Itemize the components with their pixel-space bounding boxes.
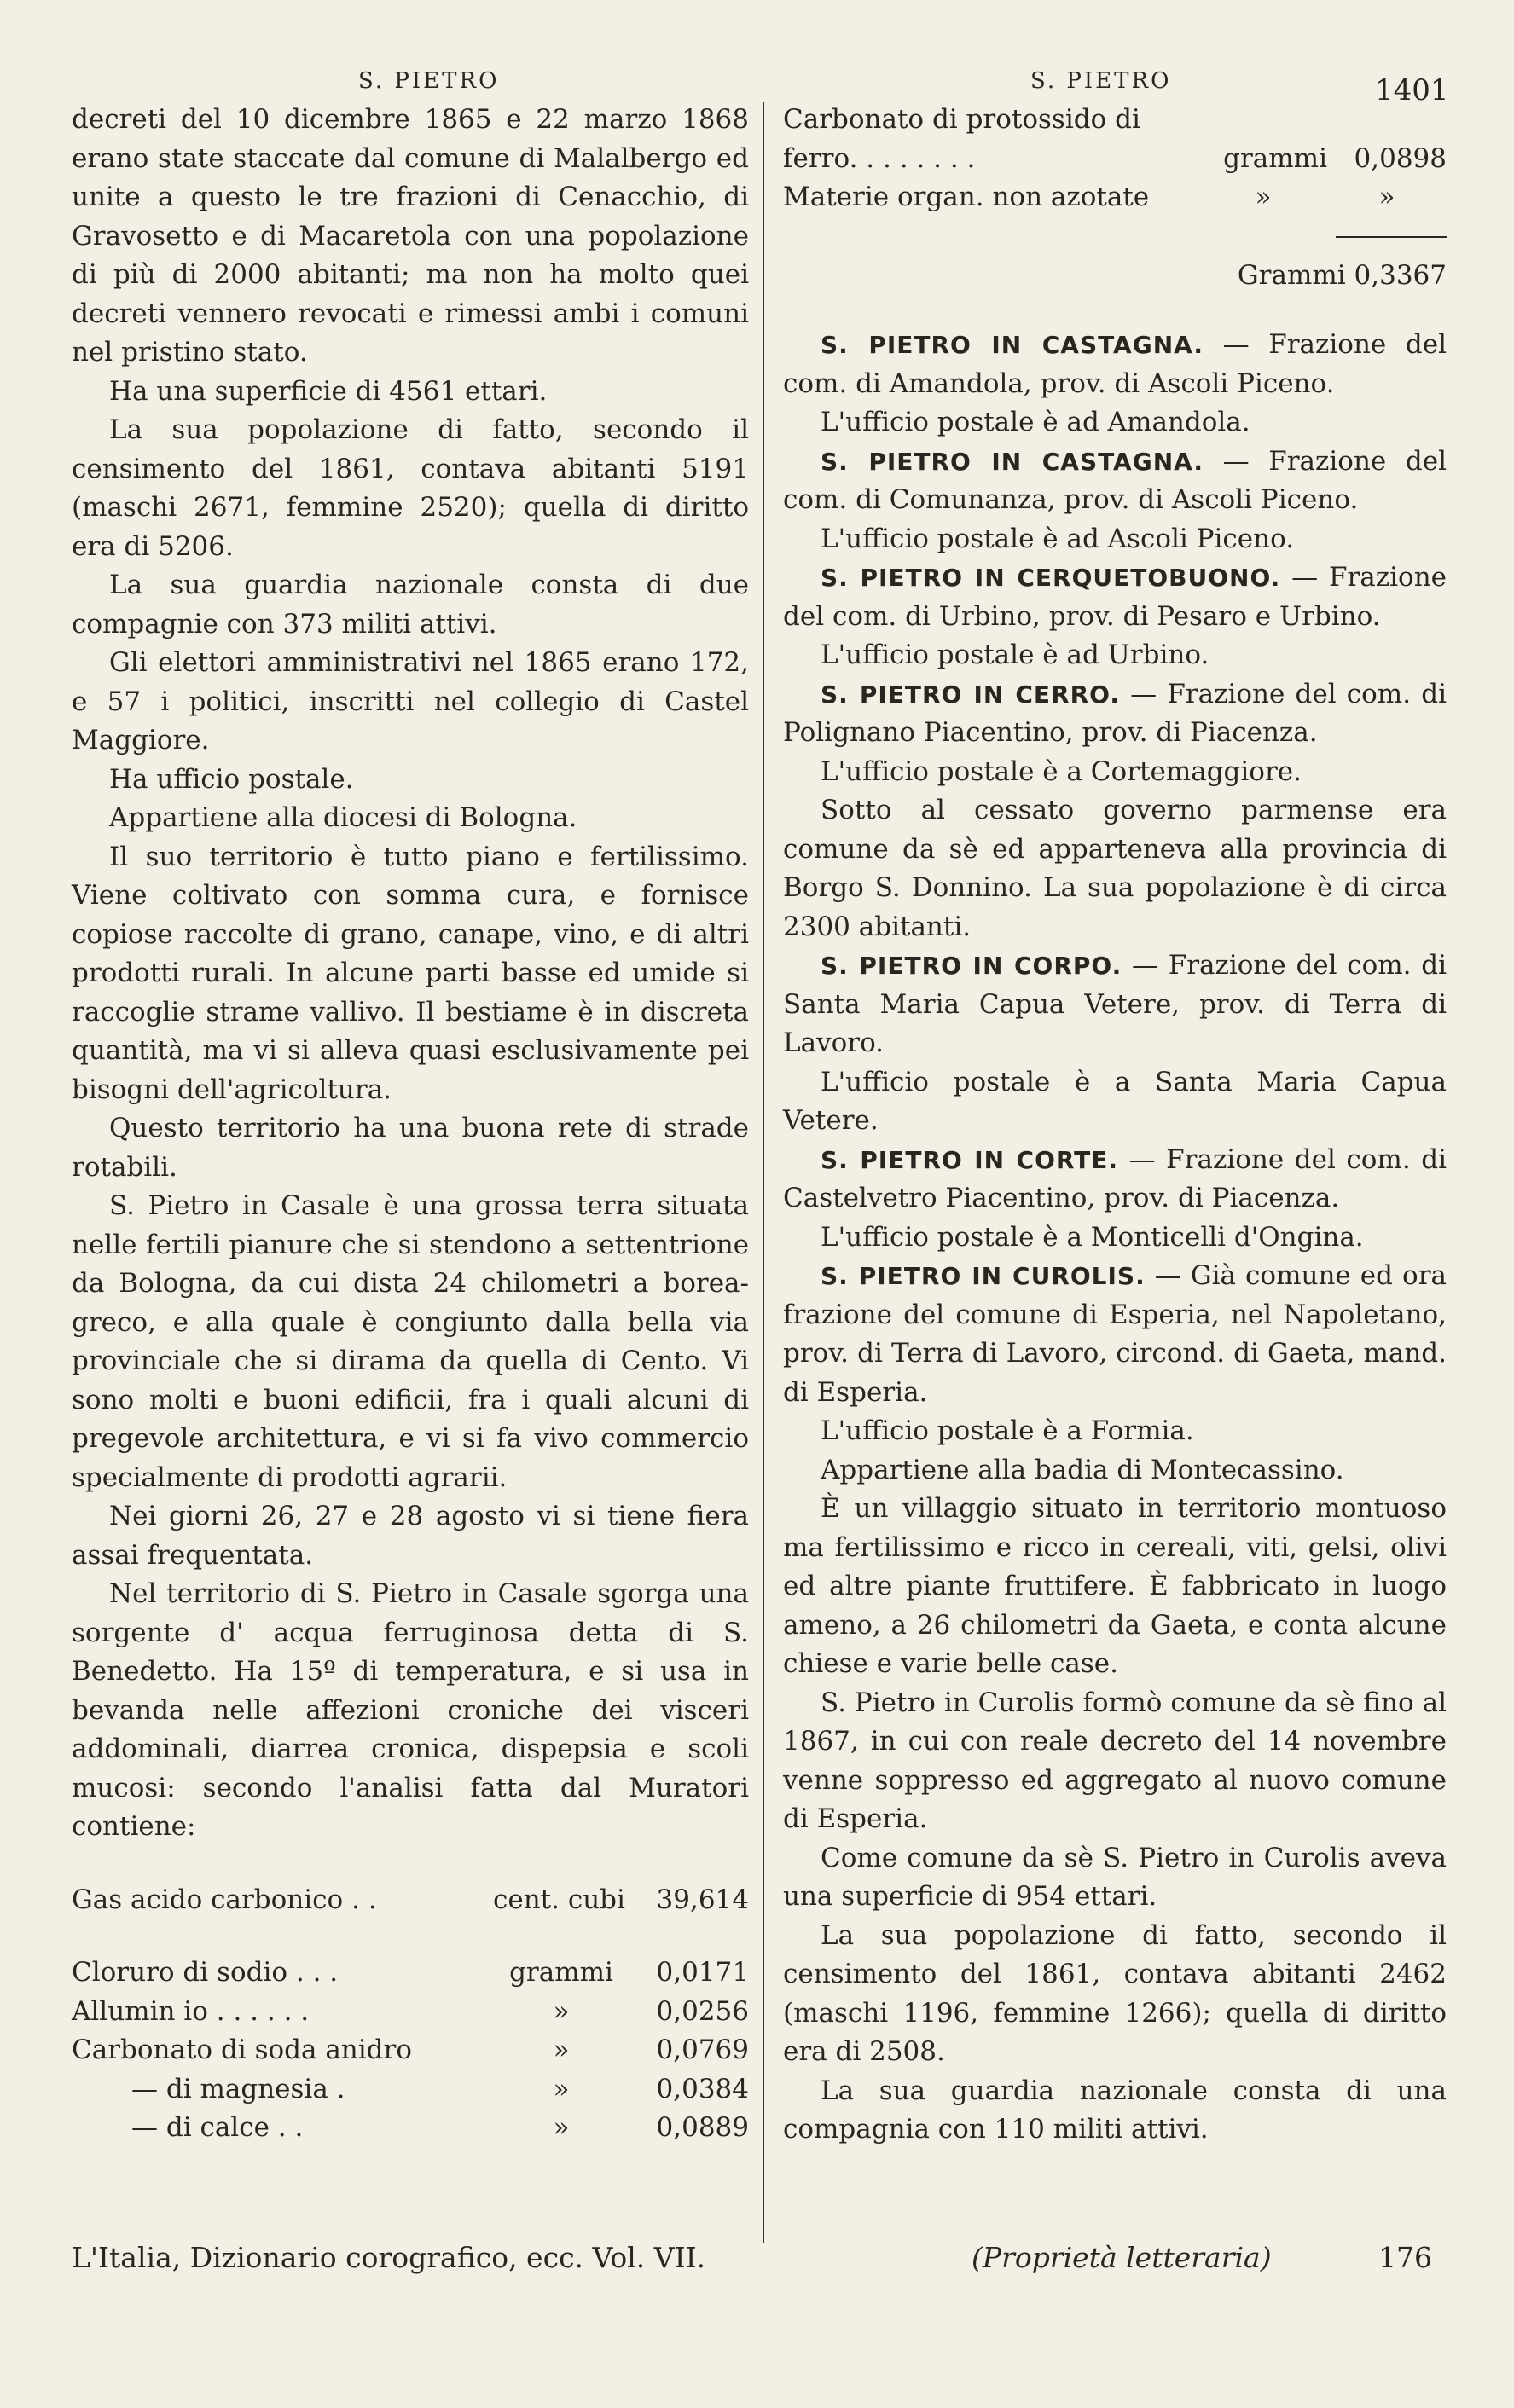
- entry-paragraph: L'ufficio postale è ad Ascoli Piceno.: [821, 523, 1295, 554]
- analysis-row: [783, 140, 1447, 179]
- entry-paragraph: [783, 946, 1447, 1063]
- analysis-unit: »: [553, 2112, 570, 2143]
- left-running-head: S. PIETRO: [358, 68, 500, 94]
- entry-title: S. PIETRO IN CASTAGNA.: [821, 447, 1204, 476]
- analysis-value: 0,0171: [656, 1957, 749, 1988]
- analysis-table-right: [783, 101, 1447, 217]
- entry-paragraph: [783, 326, 1447, 403]
- entry-paragraph: L'ufficio postale è a Cortemaggiore.: [821, 755, 1302, 787]
- paragraph: Ha una superficie di 4561 ettari.: [109, 375, 548, 407]
- entry-paragraph: [783, 1141, 1447, 1218]
- analysis-row: [72, 2070, 749, 2110]
- paragraph: La sua guardia nazionale consta di due compagnie con 373 militi attivi.: [72, 570, 749, 640]
- entry-paragraph: [783, 443, 1447, 520]
- entry-title: S. PIETRO IN CERQUETOBUONO.: [821, 564, 1281, 592]
- analysis-unit: grammi: [509, 1957, 613, 1988]
- entry-text: — Frazione del com. di Comunanza, prov. di Ascoli Piceno.: [783, 445, 1447, 515]
- footer-signature: 176: [1378, 2241, 1432, 2274]
- sum-rule: [1336, 236, 1447, 238]
- entry-text: — Frazione del com. di Urbino, prov. di Pesaro e Urbino.: [783, 562, 1447, 632]
- entry-title: S. PIETRO IN CERRO.: [821, 680, 1120, 709]
- entry-title: S. PIETRO IN CASTAGNA.: [821, 331, 1204, 359]
- analysis-label: Gas acido carbonico . .: [72, 1884, 377, 1915]
- entry-paragraph: S. Pietro in Curolis formò comune da sè fino al 1867, in cui con reale decreto del 14 novembre venne soppresso ed aggregato al nuovo comune di Esperia.: [783, 1687, 1447, 1834]
- analysis-unit: »: [553, 2073, 570, 2104]
- analysis-row: [72, 1954, 749, 1993]
- analysis-value: 0,0256: [656, 1995, 749, 2027]
- analysis-row: [783, 178, 1447, 217]
- paragraph: S. Pietro in Casale è una grossa terra situata nelle fertili pianure che si stendono a settentrione da Bologna, da cui dista 24 chilometri a borea-greco, e alla quale è congiunto dalla bella via provinciale che si dirama da quella di Cento. Vi sono molti e buoni edificii, fra i quali alcuni di pregevole architettura, e vi si fa vivo commercio specialmente di prodotti agrarii.: [72, 1190, 749, 1493]
- analysis-label: Carbonato di soda anidro: [72, 2035, 413, 2065]
- analysis-value: 39,614: [656, 1884, 749, 1915]
- analysis-row: [72, 1993, 749, 2032]
- entry-text: — Già comune ed ora frazione del comune di Esperia, nel Napoletano, prov. di Terra di Lavoro, circond. di Gaeta, mand. di Esperia.: [783, 1260, 1447, 1408]
- analysis-value: 0,0769: [656, 2035, 749, 2065]
- entry-title: S. PIETRO IN CORPO.: [821, 952, 1122, 980]
- entry-text: — Frazione del com. di Polignano Piacentino, prov. di Piacenza.: [783, 678, 1447, 748]
- column-divider: [763, 102, 764, 2243]
- analysis-label: Cloruro di sodio . . .: [72, 1957, 339, 1988]
- analysis-label: — di magnesia .: [131, 2073, 345, 2104]
- entry-paragraph: Appartiene alla badia di Montecassino.: [821, 1454, 1344, 1485]
- entry-title: S. PIETRO IN CORTE.: [821, 1145, 1119, 1174]
- footer-rights: (Proprietà letteraria): [972, 2241, 1272, 2274]
- entry-text: — Frazione del com. di Santa Maria Capua Vetere, prov. di Terra di Lavoro.: [783, 950, 1447, 1058]
- paragraph: decreti del 10 dicembre 1865 e 22 marzo 1868 erano state staccate dal comune di Malalbergo ed unite a questo le tre frazioni di Cenacchio, di Gravosetto e di Macaretola con una popolazione di più di 2000 abitanti; ma non ha molto quei decreti vennero revocati e rimessi ambi i comuni nel pristino stato.: [72, 104, 749, 368]
- footer-source: L'Italia, Dizionario corografico, ecc. Vol. VII.: [72, 2241, 706, 2274]
- analysis-label: ferro. . . . . . . .: [783, 142, 976, 174]
- spacer: [783, 295, 1447, 326]
- entry-paragraph: [783, 559, 1447, 636]
- paragraph: Nel territorio di S. Pietro in Casale sgorga una sorgente d' acqua ferruginosa detta di S. Benedetto. Ha 15º di temperatura, e si usa in bevanda nelle affezioni croniche dei visceri addominali, diarrea cronica, dispepsia e scoli mucosi: secondo l'analisi fatta dal Muratori contiene:: [72, 1578, 749, 1842]
- entry-paragraph: L'ufficio postale è a Monticelli d'Ongina.: [821, 1221, 1364, 1253]
- analysis-unit: »: [553, 1995, 570, 2027]
- right-running-head: S. PIETRO: [1030, 68, 1172, 94]
- analysis-row: [72, 2031, 749, 2070]
- entry-paragraph: [783, 1257, 1447, 1412]
- paragraph: Nei giorni 26, 27 e 28 agosto vi si tiene fiera assai frequentata.: [72, 1501, 749, 1571]
- analysis-row: [72, 2109, 749, 2148]
- analysis-label: Materie organ. non azotate: [783, 182, 1150, 212]
- analysis-label: — di calce . .: [131, 2112, 304, 2143]
- analysis-value: 0,0898: [1354, 142, 1447, 174]
- page-number: 1401: [1375, 73, 1449, 107]
- left-column: [72, 101, 749, 2148]
- analysis-total: Grammi 0,3367: [1237, 259, 1447, 291]
- entry-paragraph: L'ufficio postale è a Santa Maria Capua Vetere.: [783, 1066, 1447, 1136]
- paragraph: Questo territorio ha una buona rete di strade rotabili.: [72, 1113, 749, 1183]
- analysis-label: Allumin io . . . . . .: [72, 1995, 310, 2027]
- gas-row: [72, 1881, 749, 1920]
- entry-paragraph: È un villaggio situato in territorio montuoso ma fertilissimo e ricco in cereali, viti, gelsi, olivi ed altre piante fruttifere. È fabbricato in luogo ameno, a 26 chilometri da Gaeta, e conta alcune chiese e varie belle case.: [783, 1493, 1447, 1679]
- analysis-value: 0,0384: [656, 2073, 749, 2104]
- entry-text: — Frazione del com. di Castelvetro Piacentino, prov. di Piacenza.: [783, 1143, 1447, 1213]
- analysis-label: Carbonato di protossido di: [783, 104, 1140, 135]
- spacer: [72, 1847, 749, 1881]
- paragraph: Appartiene alla diocesi di Bologna.: [109, 802, 577, 833]
- entry-paragraph: La sua popolazione di fatto, secondo il censimento del 1861, contava abitanti 2462 (maschi 1196, femmine 1266); quella di diritto era di 2508.: [783, 1919, 1447, 2067]
- entry-paragraph: Sotto al cessato governo parmense era comune da sè ed apparteneva alla provincia di Borgo S. Donnino. La sua popolazione è di circa 2300 abitanti.: [783, 795, 1447, 942]
- entry-paragraph: L'ufficio postale è ad Urbino.: [821, 640, 1209, 670]
- analysis-value: 0,0889: [656, 2112, 749, 2143]
- analysis-unit: »: [1255, 182, 1272, 212]
- analysis-unit: cent. cubi: [493, 1884, 625, 1915]
- entry-text: — Frazione del com. di Amandola, prov. di Ascoli Piceno.: [783, 329, 1447, 399]
- entry-paragraph: La sua guardia nazionale consta di una compagnia con 110 militi attivi.: [783, 2075, 1447, 2145]
- paragraph: Ha ufficio postale.: [109, 763, 354, 795]
- entry-paragraph: L'ufficio postale è ad Amandola.: [821, 407, 1250, 437]
- entry-title: S. PIETRO IN CUROLIS.: [821, 1262, 1146, 1290]
- analysis-unit: »: [553, 2035, 570, 2065]
- analysis-value: »: [1378, 182, 1395, 212]
- entry-paragraph: L'ufficio postale è a Formia.: [821, 1415, 1194, 1446]
- spacer: [72, 1919, 749, 1954]
- analysis-unit: grammi: [1223, 142, 1327, 174]
- analysis-row: [783, 101, 1447, 140]
- paragraph: Il suo territorio è tutto piano e fertilissimo. Viene coltivato con somma cura, e fornisce copiose raccolte di grano, canape, vino, e di altri prodotti rurali. In alcune parti basse ed umide si raccoglie strame vallivo. Il bestiame è in discreta quantità, ma vi si alleva quasi esclusivamente pei bisogni dell'agricoltura.: [72, 841, 749, 1105]
- entry-paragraph: [783, 675, 1447, 753]
- right-column: [783, 101, 1447, 2150]
- analysis-table-left: [72, 1954, 749, 2148]
- paragraph: Gli elettori amministrativi nel 1865 erano 172, e 57 i politici, inscritti nel collegio di Castel Maggiore.: [72, 647, 749, 755]
- entry-paragraph: Come comune da sè S. Pietro in Curolis aveva una superficie di 954 ettari.: [783, 1842, 1447, 1912]
- paragraph: La sua popolazione di fatto, secondo il censimento del 1861, contava abitanti 5191 (maschi 2671, femmine 2520); quella di diritto era di 5206.: [72, 414, 749, 562]
